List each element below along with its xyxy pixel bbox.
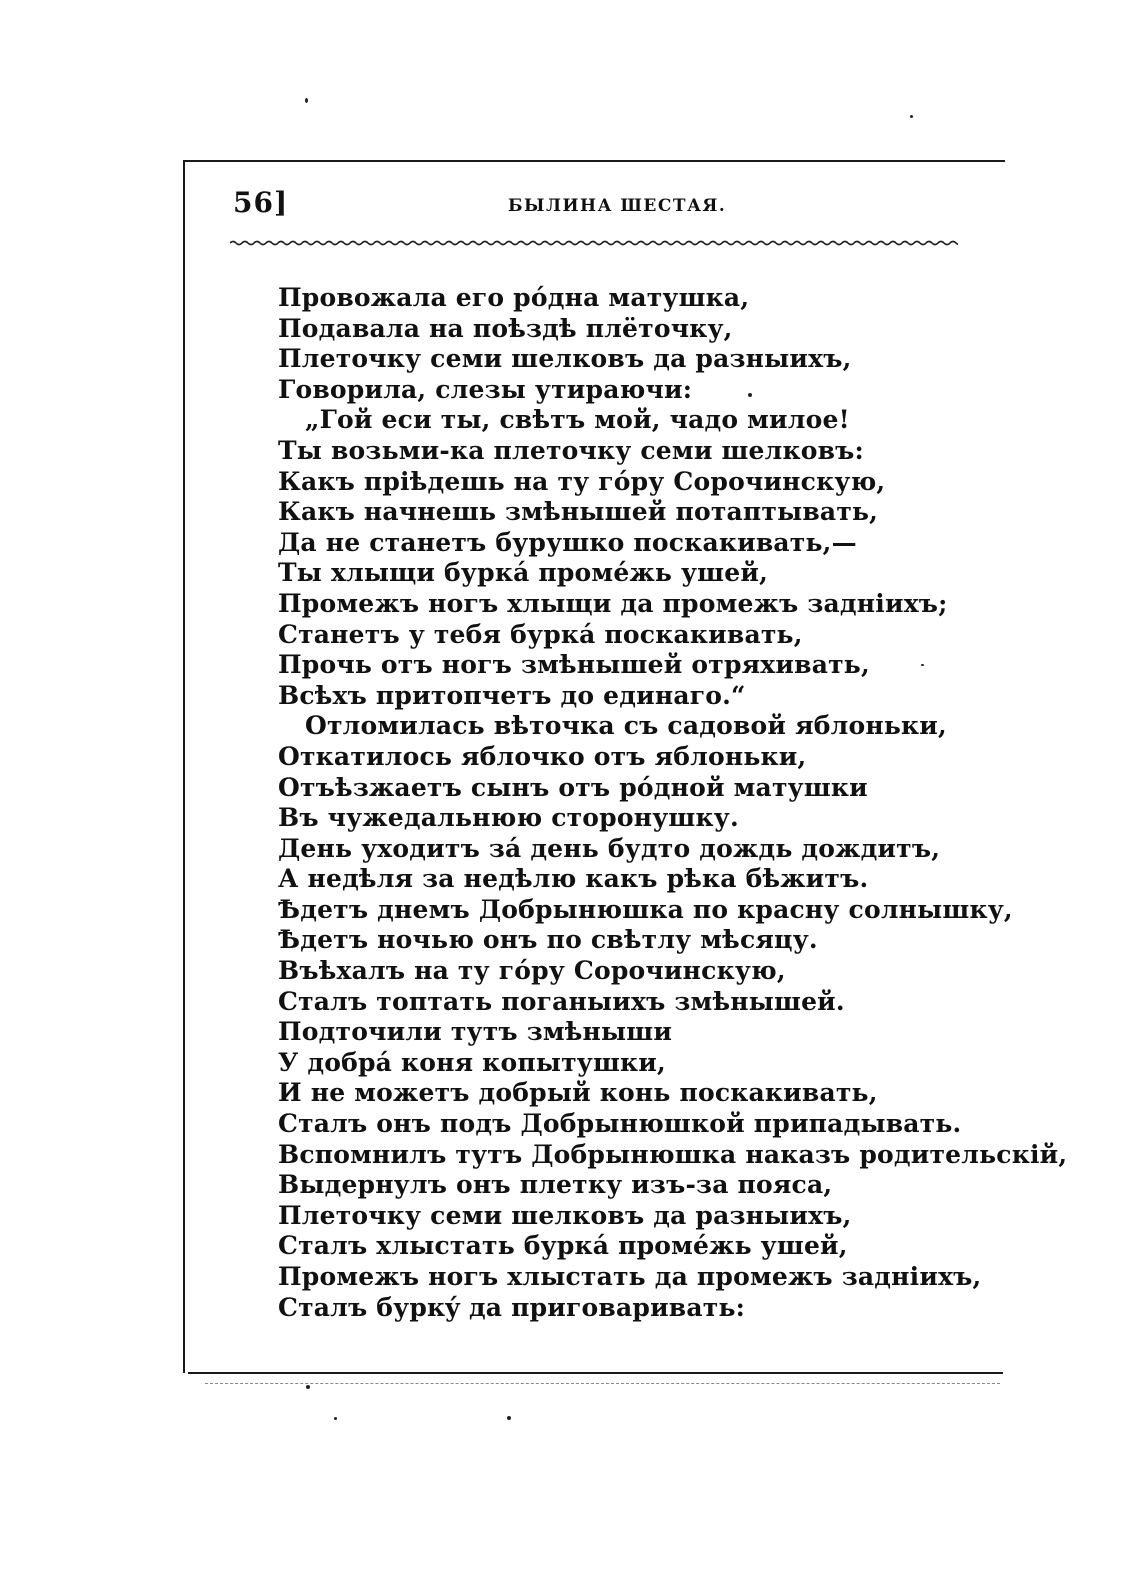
verse-line: Откатилось яблочко отъ яблоньки, [278, 741, 807, 771]
verse-line: Сталъ буркý да приговаривать: [278, 1292, 746, 1322]
verse-line: „Гой еси ты, свѣтъ мой, чадо милое! [305, 405, 850, 435]
scan-speck [921, 664, 924, 666]
verse-line: Плеточку семи шелковъ да разныихъ, [278, 344, 852, 374]
verse-line: У добрá коня копытушки, [278, 1047, 666, 1077]
verse-line: Подточили тутъ змѣныши [278, 1017, 673, 1047]
verse-line: Всѣхъ притопчетъ до единаго.“ [278, 680, 746, 710]
verse-line: Въѣхалъ на ту гóру Сорочинскую, [278, 956, 786, 986]
verse-line: Вспомнилъ тутъ Добрынюшка наказъ родительскiй, [278, 1139, 1068, 1169]
verse-line: Станетъ у тебя буркá поскакивать, [278, 619, 803, 649]
verse-line: Промежъ ногъ хлыщи да промежъ заднiихъ; [278, 588, 948, 618]
page-number: 56] [233, 186, 289, 219]
verse-line: Сталъ онъ подъ Добрынюшкой припадывать. [278, 1109, 962, 1139]
verse-line: Сталъ топтать поганыихъ змѣнышей. [278, 986, 845, 1016]
verse-line: Прочь отъ ногъ змѣнышей отряхивать, [278, 650, 870, 680]
verse-line: Ѣдетъ ночью онъ по свѣтлу мѣсяцу. [278, 925, 818, 955]
scan-speck [305, 98, 308, 103]
verse-line: Сталъ хлыстать буркá проме́жь ушей, [278, 1231, 848, 1261]
verse-line: Промежъ ногъ хлыстать да промежъ заднiихъ, [278, 1262, 982, 1291]
scan-speck [507, 1416, 511, 1420]
scan-speck [748, 393, 752, 397]
verse-line: И не можетъ добрый конь поскакивать, [278, 1078, 878, 1108]
running-title: БЫЛИНА ШЕСТАЯ. [508, 196, 727, 216]
verse-line: Отломилась вѣточка съ садовой яблоньки, [305, 711, 947, 741]
verse-line: Плеточку семи шелковъ да разныихъ, [278, 1200, 852, 1230]
verse-line: День уходитъ зá день будто дождь дождитъ, [278, 833, 941, 863]
verse-line: Какъ прiѣдешь на ту гóру Сорочинскую, [278, 466, 886, 496]
verse-line: Какъ начнешь змѣнышей потаптывать, [278, 497, 879, 527]
scan-speck [334, 1417, 337, 1420]
verse-line: Ты возьми-ка плеточку семи шелковъ: [278, 435, 864, 465]
verse-line: Провожала его рóдна матушка, [278, 283, 750, 312]
page-frame-bottom-rule [188, 1372, 1003, 1374]
verse-line: Подавала на поѣздѣ плёточку, [278, 313, 733, 343]
verse-text [278, 283, 1067, 1323]
verse-line: Ѣдетъ днемъ Добрынюшка по красну солнышку, [278, 894, 1013, 924]
scan-speck [306, 1385, 310, 1389]
verse-line: Да не станетъ бурушко поскакивать,— [278, 527, 857, 557]
verse-line: Говорила, слезы утираючи: [278, 374, 693, 404]
page-frame-top-rule [183, 160, 1005, 162]
page-frame-left-rule [183, 160, 185, 1373]
page-frame-bottom-dashed-rule [205, 1383, 1000, 1384]
verse-line: Ты хлыщи буркá проме́жь ушей, [278, 558, 768, 588]
verse-line: А недѣля за недѣлю какъ рѣка бѣжитъ. [278, 864, 869, 894]
scan-speck [910, 115, 913, 118]
verse-line: Выдернулъ онъ плетку изъ-за пояса, [278, 1170, 833, 1200]
verse-line: Отъѣзжаетъ сынъ отъ рóдной матушки [278, 772, 868, 802]
wavy-ornament-rule [230, 236, 958, 250]
verse-line: Въ чужедальнюю сторонушку. [278, 803, 739, 833]
